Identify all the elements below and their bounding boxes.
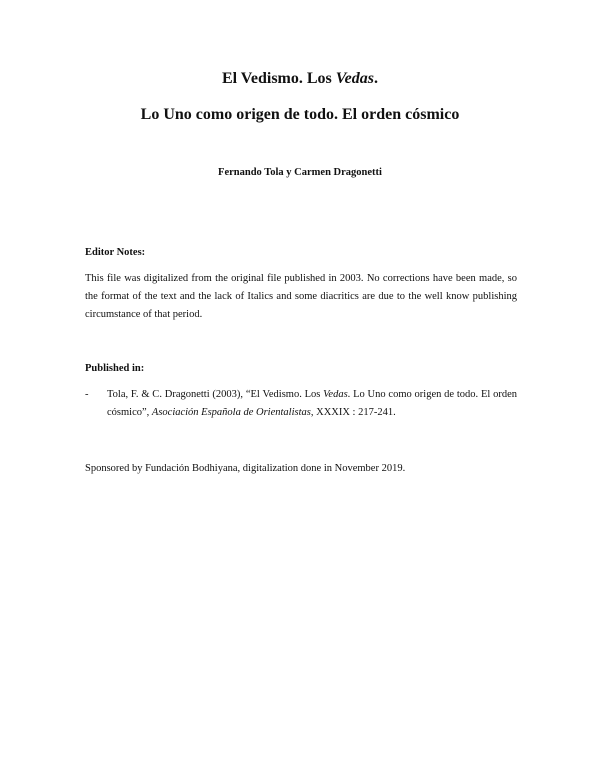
reference-part-2: . Lo Uno como origen de todo. El orden cósmico”,	[107, 389, 518, 418]
editor-notes-text: This file was digitalized from the original file published in 2003. No corrections have been made, so the format of the text and the lack of Italics and some diacritics are due to the well know publishing circumstance of that period.	[85, 273, 517, 320]
authors: Fernando Tola y Carmen Dragonetti	[218, 167, 382, 178]
document-title	[0, 69, 600, 89]
list-bullet: -	[85, 389, 89, 400]
title-suffix: .	[374, 70, 379, 87]
sponsor-note: Sponsored by Fundación Bodhiyana, digitalization done in November 2019.	[85, 463, 406, 474]
published-in-heading: Published in:	[85, 363, 145, 374]
title-italic-vedas: Vedas	[335, 70, 375, 87]
reference-journal-name: Asociación Española de Orientalistas	[151, 407, 311, 418]
reference-italic-vedas: Vedas	[323, 389, 348, 400]
editor-notes-heading: Editor Notes:	[85, 247, 146, 258]
reference-item	[85, 386, 517, 422]
document-subtitle: Lo Uno como origen de todo. El orden cósmico	[140, 106, 460, 123]
title-prefix: El Vedismo. Los	[221, 70, 336, 87]
reference-part-1: Tola, F. & C. Dragonetti (2003), “El Vedismo. Los	[107, 389, 324, 400]
reference-list	[85, 386, 517, 422]
reference-part-3: , XXXIX : 217-241.	[310, 407, 396, 418]
